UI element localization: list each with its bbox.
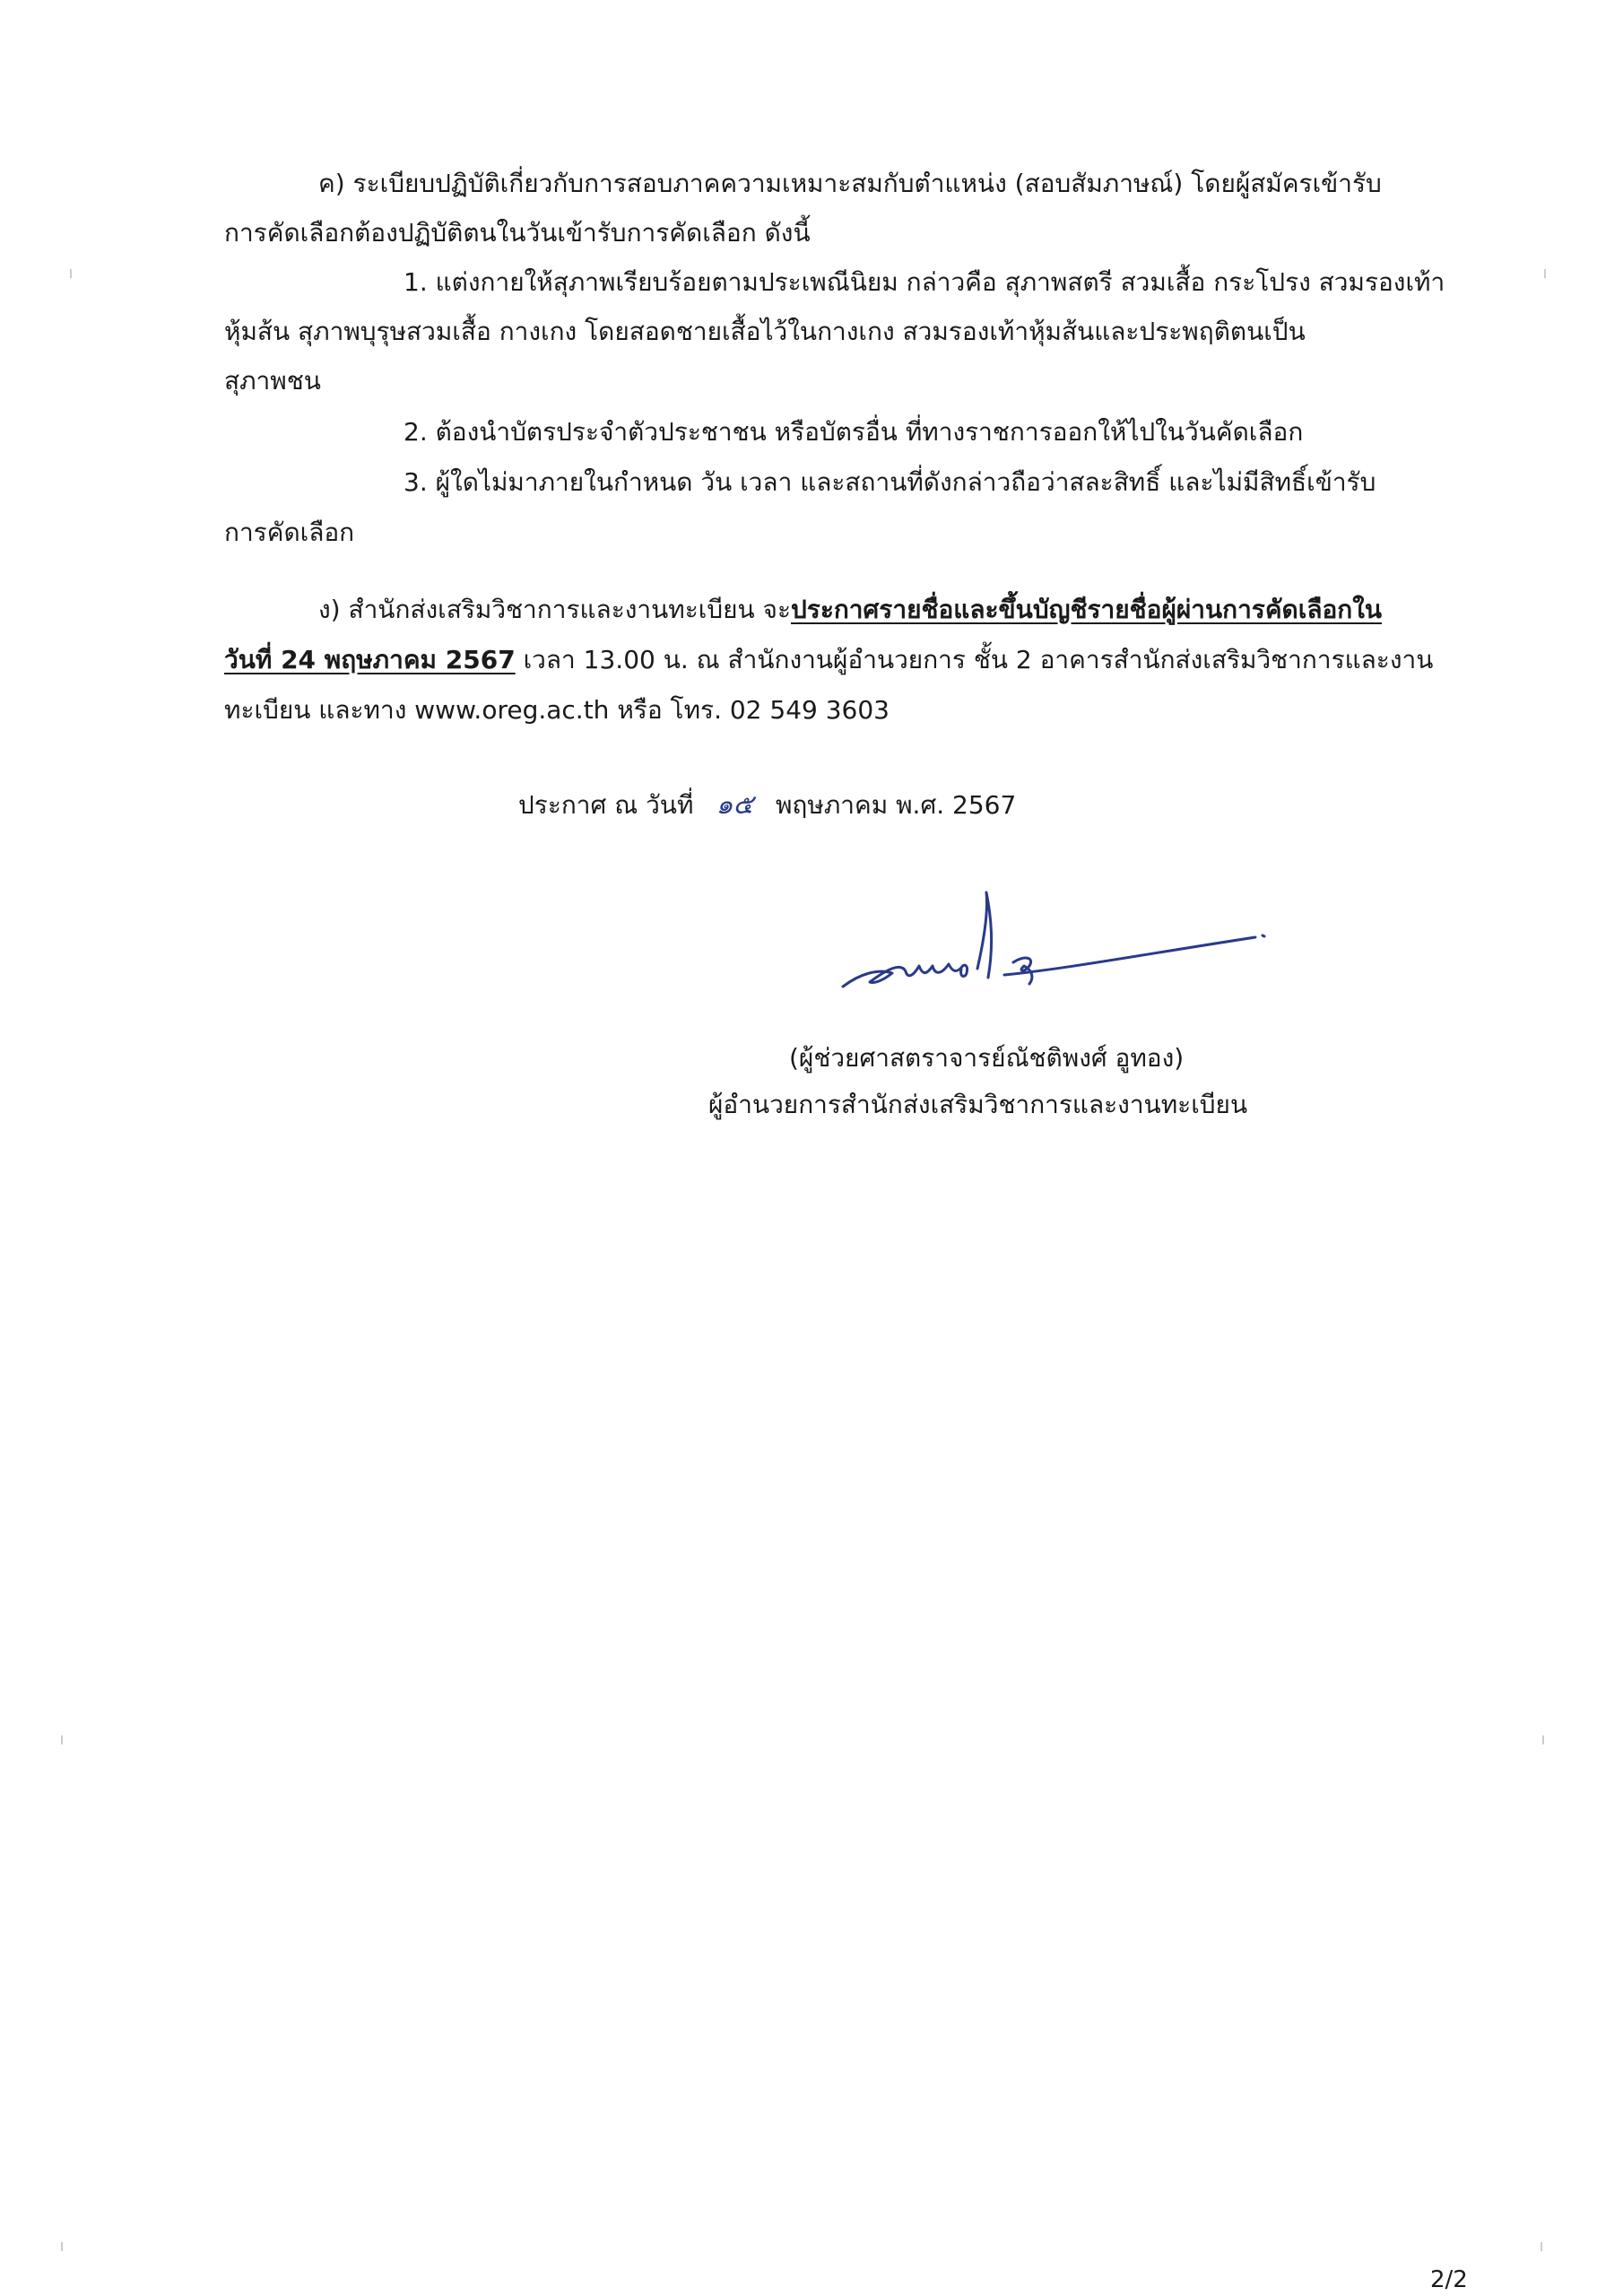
section-c-line-1: ค) ระเบียบปฏิบัติเกี่ยวกับการสอบภาคความเหมาะสมกับตำแหน่ง (สอบสัมภาษณ์) โดยผู้สมัครเข้ารับ [318, 169, 1382, 198]
scan-speck [1544, 269, 1546, 278]
section-d-line-3: ทะเบียน และทาง www.oreg.ac.th หรือ โทร. 02 549 3603 [224, 695, 890, 725]
scan-speck [61, 2242, 63, 2251]
section-c-item-1-line-1: 1. แต่งกายให้สุภาพเรียบร้อยตามประเพณีนิยม กล่าวคือ สุภาพสตรี สวมเสื้อ กระโปรง สวมรองเท้า [404, 267, 1445, 297]
section-c-item-3-line-2: การคัดเลือก [224, 517, 355, 547]
announcement-day: ๑๕ [716, 789, 754, 821]
page-number: 2/2 [1430, 2266, 1468, 2293]
scan-speck [70, 269, 72, 278]
section-d-line-2-plain: เวลา 13.00 น. ณ สำนักงานผู้อำนวยการ ชั้น 2 อาคารสำนักส่งเสริมวิชาการและงาน [515, 645, 1434, 674]
section-d-line-1-underlined: ประกาศรายชื่อและขึ้นบัญชีรายชื่อผู้ผ่านการคัดเลือกใน [791, 595, 1383, 624]
section-d-line-1-plain: ง) สำนักส่งเสริมวิชาการและงานทะเบียน จะ [318, 595, 791, 624]
section-c-item-2: 2. ต้องนำบัตรประจำตัวประชาชน หรือบัตรอื่น ที่ทางราชการออกให้ไปในวันคัดเลือก [404, 417, 1304, 447]
announcement-prefix: ประกาศ ณ วันที่ [518, 790, 694, 820]
section-c-item-1-line-2: หุ้มส้น สุภาพบุรุษสวมเสื้อ กางเกง โดยสอดชายเสื้อไว้ในกางเกง สวมรองเท้าหุ้มส้นและประพฤติตนเป็น [224, 317, 1306, 346]
signatory-name: (ผู้ช่วยศาสตราจารย์ณัชติพงศ์ อูทอง) [789, 1043, 1185, 1073]
scan-speck [61, 1735, 63, 1744]
section-d-line-1 [318, 592, 1382, 628]
announcement-suffix: พฤษภาคม พ.ศ. 2567 [775, 790, 1017, 820]
section-d-line-2-underlined: วันที่ 24 พฤษภาคม 2567 [224, 645, 516, 674]
scan-speck [1541, 2242, 1542, 2251]
signature-mark [834, 883, 1282, 1018]
announcement-date [518, 787, 1016, 823]
section-d-line-2 [224, 642, 1433, 678]
signatory-position: ผู้อำนวยการสำนักส่งเสริมวิชาการและงานทะเบียน [708, 1090, 1248, 1119]
section-c-item-1-line-3: สุภาพชน [224, 366, 321, 396]
section-c-item-3-line-1: 3. ผู้ใดไม่มาภายในกำหนด วัน เวลา และสถานที่ดังกล่าวถือว่าสละสิทธิ์ และไม่มีสิทธิ์เข้ารับ [404, 467, 1376, 497]
scan-speck [1542, 1735, 1544, 1744]
section-c-line-2: การคัดเลือกต้องปฏิบัติตนในวันเข้ารับการคัดเลือก ดังนี้ [224, 218, 811, 248]
